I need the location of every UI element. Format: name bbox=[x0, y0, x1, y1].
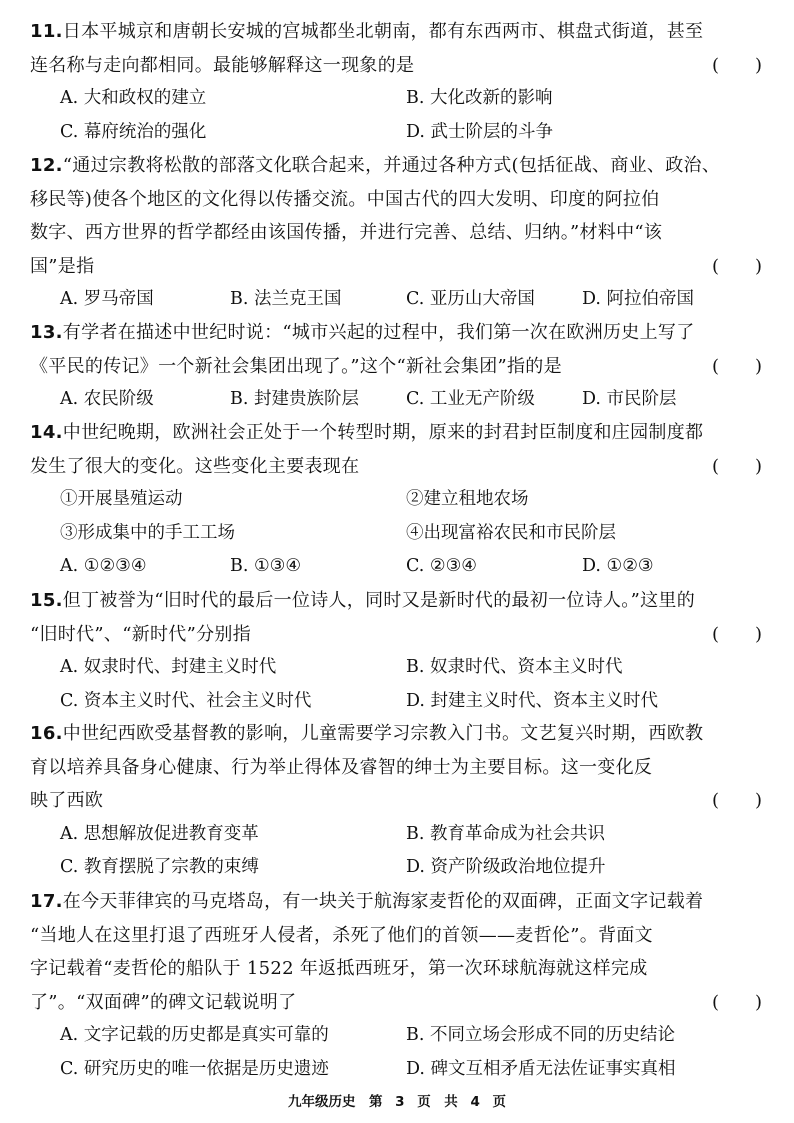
options-row bbox=[30, 383, 774, 417]
question-stem-line: 16.中世纪西欧受基督教的影响，儿童需要学习宗教入门书。文艺复兴时期，西欧教 bbox=[30, 723, 704, 744]
question-number: 16. bbox=[30, 723, 63, 744]
question-stem-line: 育以培养具备身心健康、行为举止得体及睿智的绅士为主要目标。这一变化反 bbox=[30, 756, 653, 778]
question-stem-line: 了”。“双面碑”的碑文记载说明了 ( ) bbox=[30, 986, 774, 1020]
option-b: B. 法兰克王国 bbox=[230, 289, 342, 309]
question-stem-line: 12.“通过宗教将松散的部落文化联合起来，并通过各种方式(包括征战、商业、政治、 bbox=[30, 155, 721, 176]
question-stem-line: “旧时代”、“新时代”分别指 ( ) bbox=[30, 618, 774, 652]
option-d: D. 武士阶层的斗争 bbox=[406, 121, 554, 142]
option-a: A. 思想解放促进教育变革 bbox=[60, 823, 259, 844]
option-c: C. 工业无产阶级 bbox=[406, 389, 535, 409]
item-3: ③形成集中的手工工场 bbox=[60, 522, 235, 543]
question-stem-line: 映了西欧 ( ) bbox=[30, 784, 774, 818]
option-b: B. 教育革命成为社会共识 bbox=[406, 823, 605, 844]
options-row bbox=[30, 685, 774, 719]
option-a: A. 文字记载的历史都是真实可靠的 bbox=[60, 1025, 329, 1045]
option-d: D. 资产阶级政治地位提升 bbox=[406, 857, 606, 877]
question-stem-line: 数字、西方世界的哲学都经由该国传播，并进行完善、总结、归纳。”材料中“该 bbox=[30, 222, 663, 243]
item-1: ①开展垦殖运动 bbox=[60, 489, 183, 509]
items-row bbox=[30, 483, 774, 517]
option-b: B. ①③④ bbox=[230, 556, 302, 576]
option-a: A. ①②③④ bbox=[60, 556, 147, 576]
question-number: 17. bbox=[30, 891, 63, 912]
answer-bracket: ( ) bbox=[711, 790, 762, 811]
options-row bbox=[30, 1053, 774, 1087]
option-c: C. 教育摆脱了宗教的束缚 bbox=[60, 857, 259, 877]
option-c: C. 幕府统治的强化 bbox=[60, 121, 207, 142]
option-b: B. 大化改新的影响 bbox=[406, 88, 553, 108]
option-d: D. 阿拉伯帝国 bbox=[582, 289, 695, 309]
options-row bbox=[30, 651, 774, 685]
option-c: C. 资本主义时代、社会主义时代 bbox=[60, 690, 312, 711]
item-2: ②建立租地农场 bbox=[406, 489, 529, 509]
question-stem-line: 14.中世纪晚期，欧洲社会正处于一个转型时期，原来的封君封臣制度和庄园制度都 bbox=[30, 422, 704, 443]
option-a: A. 罗马帝国 bbox=[60, 289, 154, 309]
options-row bbox=[30, 283, 774, 317]
answer-bracket: ( ) bbox=[711, 355, 762, 377]
option-b: B. 封建贵族阶层 bbox=[230, 389, 359, 409]
question-11 bbox=[30, 15, 774, 149]
option-d: D. ①②③ bbox=[582, 556, 654, 576]
question-stem-line: 17.在今天菲律宾的马克塔岛，有一块关于航海家麦哲伦的双面碑，正面文字记载着 bbox=[30, 891, 704, 912]
options-row bbox=[30, 851, 774, 885]
answer-bracket: ( ) bbox=[711, 991, 762, 1013]
question-stem-line: 15.但丁被誉为“旧时代的最后一位诗人，同时又是新时代的最初一位诗人。”这里的 bbox=[30, 590, 695, 611]
answer-bracket: ( ) bbox=[711, 455, 762, 477]
question-stem-line: 《平民的传记》一个新社会集团出现了。”这个“新社会集团”指的是 ( ) bbox=[30, 350, 774, 384]
options-row bbox=[30, 550, 774, 584]
question-stem-line: 发生了很大的变化。这些变化主要表现在 ( ) bbox=[30, 450, 774, 484]
option-c: C. 研究历史的唯一依据是历史遗迹 bbox=[60, 1058, 329, 1079]
question-number: 15. bbox=[30, 590, 63, 611]
question-stem-line: 连名称与走向都相同。最能够解释这一现象的是 ( ) bbox=[30, 49, 774, 83]
option-a: A. 奴隶时代、封建主义时代 bbox=[60, 657, 277, 677]
question-number: 12. bbox=[30, 155, 63, 176]
option-d: D. 封建主义时代、资本主义时代 bbox=[406, 690, 659, 711]
item-4: ④出现富裕农民和市民阶层 bbox=[406, 522, 616, 543]
option-c: C. 亚历山大帝国 bbox=[406, 289, 535, 309]
question-stem-line: 移民等)使各个地区的文化得以传播交流。中国古代的四大发明、印度的阿拉伯 bbox=[30, 188, 660, 210]
option-a: A. 农民阶级 bbox=[60, 389, 154, 409]
options-row bbox=[30, 82, 774, 116]
answer-bracket: ( ) bbox=[711, 623, 762, 645]
option-a: A. 大和政权的建立 bbox=[60, 88, 207, 108]
option-c: C. ②③④ bbox=[406, 556, 477, 576]
question-14 bbox=[30, 416, 774, 584]
question-13 bbox=[30, 316, 774, 417]
options-row bbox=[30, 116, 774, 150]
question-stem-line: 13.有学者在描述中世纪时说：“城市兴起的过程中，我们第一次在欧洲历史上写了 bbox=[30, 322, 695, 343]
question-16 bbox=[30, 717, 774, 885]
option-d: D. 市民阶层 bbox=[582, 389, 677, 409]
options-row bbox=[30, 1019, 774, 1053]
items-row bbox=[30, 517, 774, 551]
question-number: 13. bbox=[30, 322, 63, 343]
answer-bracket: ( ) bbox=[711, 54, 762, 76]
option-d: D. 碑文互相矛盾无法佐证事实真相 bbox=[406, 1058, 676, 1079]
question-12 bbox=[30, 149, 774, 317]
question-17 bbox=[30, 885, 774, 1086]
option-b: B. 奴隶时代、资本主义时代 bbox=[406, 657, 623, 677]
option-b: B. 不同立场会形成不同的历史结论 bbox=[406, 1025, 675, 1045]
question-stem-line: 国”是指 ( ) bbox=[30, 250, 774, 284]
question-stem-line: 字记载着“麦哲伦的船队于 1522 年返抵西班牙，第一次环球航海就这样完成 bbox=[30, 958, 648, 979]
answer-bracket: ( ) bbox=[711, 255, 762, 277]
options-row bbox=[30, 818, 774, 852]
question-number: 11. bbox=[30, 21, 63, 42]
question-stem-line: 11.日本平城京和唐朝长安城的宫城都坐北朝南，都有东西两市、棋盘式街道，甚至 bbox=[30, 21, 704, 42]
question-stem-line: “当地人在这里打退了西班牙人侵者，杀死了他们的首领——麦哲伦”。背面文 bbox=[30, 924, 653, 946]
page-footer: 九年级历史 第 3 页 共 4 页 bbox=[287, 1094, 507, 1110]
question-15 bbox=[30, 584, 774, 718]
question-number: 14. bbox=[30, 422, 63, 443]
